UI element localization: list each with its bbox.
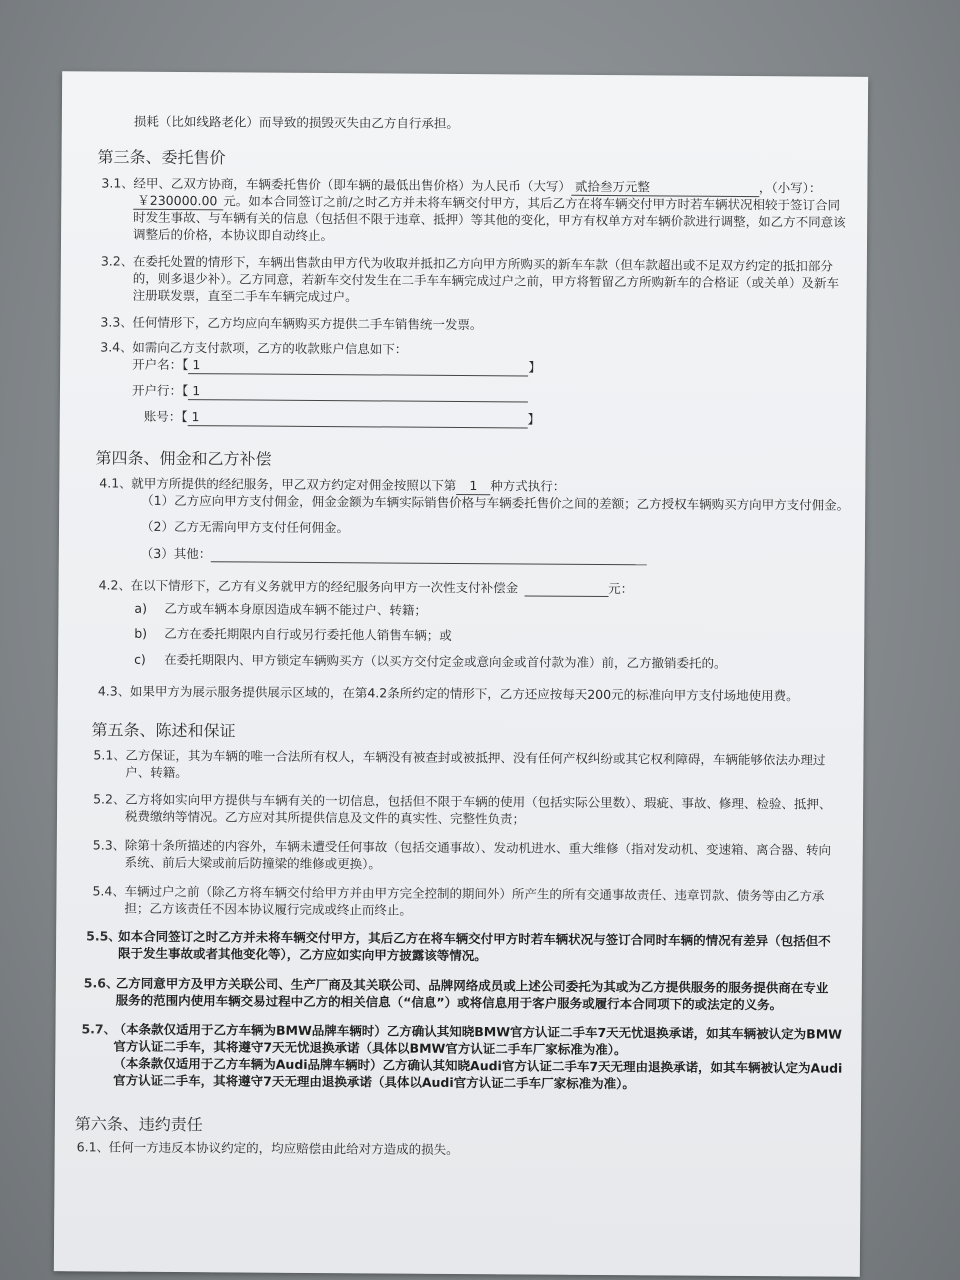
clause-3-1-text-a: 经甲、乙双方协商，车辆委托售价（即车辆的最低出售价格）为人民币（大写） xyxy=(133,175,571,194)
clause-3-1-line-3: 时发生事故、与车辆有关的信息（包括但不限于违章、抵押）等其他的变化，甲方有权单方对车辆价款进行调整，如乙方不同意该 xyxy=(133,209,846,230)
clause-4-2-b-text: 乙方在委托期限内自行或另行委托他人销售车辆；或 xyxy=(164,625,452,643)
clause-4-2-a-text: 乙方或车辆本身原因造成车辆不能过户、转籍； xyxy=(164,600,428,618)
clause-5-7-line-2: 官方认证二手车，其将遵守7天无忧退换承诺（具体以BMW官方认证二手车厂家标准为准）。 xyxy=(113,1038,627,1058)
amount-in-figures-field: ￥230000.00 xyxy=(133,193,223,211)
clause-3-2-line-3: 注册联发票，直至二手车车辆完成过户。 xyxy=(132,287,358,305)
clause-5-1-line-1: 乙方保证，其为车辆的唯一合法所有权人，车辆没有被查封或被抵押、没有任何产权纠纷或其它权利障碍，车辆能够依法办理过 xyxy=(125,747,826,768)
compensation-amount-field xyxy=(524,582,608,597)
account-bank-field: 1 xyxy=(188,383,528,402)
clause-5-4-line-1: 车辆过户之前（除乙方将车辆交付给甲方并由甲方完全控制的期间外）所产生的所有交通事故责任、违章罚款、债务等由乙方承 xyxy=(124,883,825,904)
clause-3-1-text-c: 元。如本合同签订之前/之时乙方并未将车辆交付甲方，其后乙方在将车辆交付甲方时若车辆状况相较于签订合同 xyxy=(223,193,841,213)
clause-5-7-line-1: （本条款仅适用于乙方车辆为BMW品牌车辆时）乙方确认其知晓BMW官方认证二手车7天无忧退换承诺，如其车辆被认定为BMW xyxy=(113,1021,843,1042)
contract-page xyxy=(54,71,868,1277)
clause-4-2-text-a: 在以下情形下，乙方有义务就甲方的经纪服务向甲方一次性支付补偿金 xyxy=(130,577,519,596)
clause-3-3-number: 3.3、 xyxy=(100,314,133,330)
clause-5-6-line-2: 服务的范围内使用车辆交易过程中乙方的相关信息（“信息”）或将信息用于客户服务或履行本合同项下的或法定的义务。 xyxy=(115,992,783,1013)
clause-3-4-number: 3.4、 xyxy=(100,339,133,355)
account-number-bracket: 】 xyxy=(527,411,541,427)
clause-5-6-number: 5.6、 xyxy=(83,975,119,991)
clause-4-2-number: 4.2、 xyxy=(98,577,132,593)
account-number-label: 账号：【 xyxy=(143,408,188,425)
clause-5-4-line-2: 担；乙方该责任不因本协议履行完成或终止而终止。 xyxy=(124,900,412,918)
clause-4-1-text-a: 就甲方所提供的经纪服务，甲乙双方约定对佣金按照以下第 xyxy=(131,475,457,493)
clause-4-2-line-1 xyxy=(131,578,634,598)
clause-6-1-line-1: 任何一方违反本协议约定的，均应赔偿由此给对方造成的损失。 xyxy=(108,1139,459,1157)
commission-option-3-row xyxy=(141,546,648,566)
commission-option-field: 1 xyxy=(456,478,490,495)
clause-5-2-line-2: 税费缴纳等情况。乙方应对其所提供信息及文件的真实性、完整性负责； xyxy=(124,808,526,827)
clause-5-2-number: 5.2、 xyxy=(93,791,126,807)
clause-4-2-b-label: b) xyxy=(134,625,148,641)
clause-6-1-number: 6.1、 xyxy=(76,1139,110,1155)
clause-5-1-line-2: 户、转籍。 xyxy=(125,764,188,781)
clause-4-2-a-label: a) xyxy=(134,600,148,616)
clause-3-2-number: 3.2、 xyxy=(100,253,134,269)
clause-3-1-line-4: 调整后的价格，本协议即自动终止。 xyxy=(133,226,334,244)
clause-4-3-number: 4.3、 xyxy=(97,683,131,699)
clause-3-2-line-2: 的，则多退少补）。乙方同意，若新车交付发生在二手车车辆完成过户之前，甲方将暂留乙方所购新车的合格证（或关单）及新车 xyxy=(132,270,840,291)
clause-4-1-number: 4.1、 xyxy=(99,475,132,491)
account-name-label: 开户名：【 xyxy=(132,356,189,373)
account-number-field: 1 xyxy=(187,409,527,428)
article-4-heading: 第四条、佣金和乙方补偿 xyxy=(95,448,272,469)
clause-5-5-line-2: 限于发生事故或者其他变化等），乙方应如实向甲方披露该等情况。 xyxy=(117,945,487,964)
account-bank-label: 开户行：【 xyxy=(131,382,189,399)
clause-5-6-line-1: 乙方同意甲方及甲方关联公司、生产厂商及其关联公司、品牌网络成员或上述公司委托为其或为乙方提供服务的服务提供商在专业 xyxy=(115,975,829,996)
account-name-bracket: 】 xyxy=(528,359,541,375)
clause-5-1-number: 5.1、 xyxy=(93,747,126,763)
clause-3-3-line-1: 任何情形下，乙方均应向车辆购买方提供二手车销售统一发票。 xyxy=(132,314,483,333)
commission-option-3: （3）其他： xyxy=(140,545,212,562)
commission-other-field xyxy=(211,548,647,565)
account-bank-row xyxy=(132,383,528,403)
clause-5-7-line-4: 官方认证二手车，其将遵守7天无理由退换承诺（具体以Audi官方认证二手车厂家标准为准）。 xyxy=(113,1072,635,1092)
clause-5-5-number: 5.5、 xyxy=(86,928,121,944)
clause-5-7-line-3: （本条款仅适用于乙方车辆为Audi品牌车辆时）乙方确认其知晓Audi官方认证二手车7天无理由退换承诺，如其车辆被认定为Audi xyxy=(113,1055,843,1076)
page-content xyxy=(54,71,868,1277)
clause-4-1-text-b: 种方式执行： xyxy=(490,478,566,494)
clause-5-3-line-2: 系统、前后大梁或前后防撞梁的维修或更换）。 xyxy=(124,854,381,872)
continuation-text: 损耗（比如线路老化）而导致的损毁灭失由乙方自行承担。 xyxy=(133,113,459,131)
clause-3-1-number: 3.1、 xyxy=(101,175,134,191)
clause-5-2-line-1: 乙方将如实向甲方提供与车辆有关的一切信息，包括但不限于车辆的使用（包括实际公里数）、瑕疵、事故、修理、检验、抵押、 xyxy=(125,791,832,812)
clause-4-2-c-text: 在委托期限内、甲方锁定车辆购买方（以买方交付定金或意向金或首付款为准）前，乙方撤销委托的。 xyxy=(164,651,727,671)
clause-3-4-line-1: 如需向乙方支付款项，乙方的收款账户信息如下： xyxy=(132,339,408,357)
account-name-row xyxy=(132,357,541,377)
clause-5-3-number: 5.3、 xyxy=(92,837,126,853)
commission-option-1: （1）乙方应向甲方支付佣金，佣金金额为车辆实际销售价格与车辆委托售价之间的差额；乙方授权车辆购买方向甲方支付佣金。 xyxy=(141,492,850,513)
clause-4-3-line-1: 如果甲方为展示服务提供展示区域的，在第4.2条所约定的情形下，乙方还应按每天200元的标准向甲方支付场地使用费。 xyxy=(129,683,799,704)
clause-5-3-line-1: 除第十条所描述的内容外，车辆未遭受任何事故（包括交通事故）、发动机进水、重大维修（指对发动机、变速箱、离合器、转向 xyxy=(124,837,832,858)
clause-4-2-text-b: 元： xyxy=(608,581,634,597)
amount-in-words-field: 贰拾叁万元整 xyxy=(571,179,759,197)
clause-3-1-text-b: ，（小写）： xyxy=(758,180,822,196)
article-6-heading: 第六条、违约责任 xyxy=(74,1114,203,1135)
commission-option-2: （2）乙方无需向甲方支付任何佣金。 xyxy=(140,518,350,536)
clause-4-2-c-label: c) xyxy=(134,651,146,667)
clause-5-4-number: 5.4、 xyxy=(92,883,125,899)
account-name-field: 1 xyxy=(188,357,528,376)
clause-5-5-line-1: 如本合同签订之时乙方并未将车辆交付甲方，其后乙方在将车辆交付甲方时若车辆状况与签订合同时车辆的情况有差异（包括但不 xyxy=(118,928,831,949)
clause-5-7-number: 5.7、 xyxy=(81,1021,117,1037)
account-number-row xyxy=(144,409,540,429)
article-5-heading: 第五条、陈述和保证 xyxy=(91,720,236,741)
clause-3-2-line-1: 在委托处置的情形下，车辆出售款由甲方代为收取并抵扣乙方向甲方所购买的新车车款（但车款超出或不足双方约定的抵扣部分 xyxy=(132,253,833,274)
article-3-heading: 第三条、委托售价 xyxy=(97,147,226,168)
